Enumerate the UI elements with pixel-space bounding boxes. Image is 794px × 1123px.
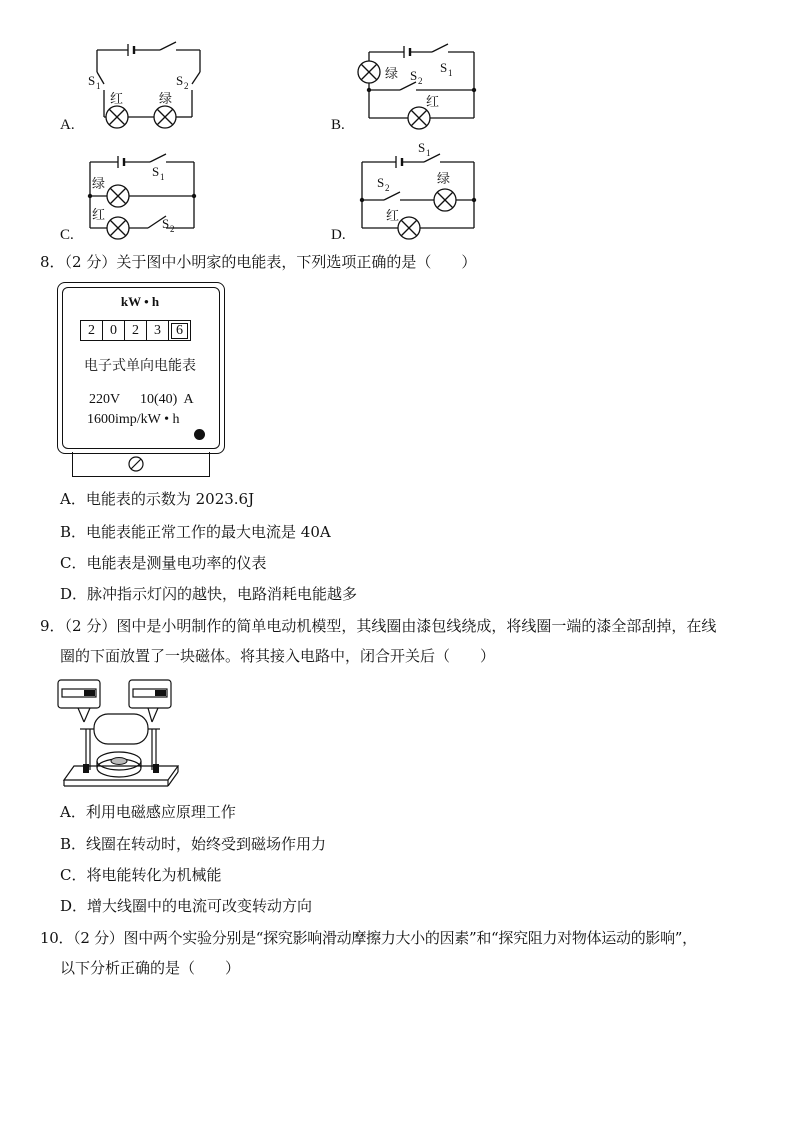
svg-text:红: 红 <box>386 209 400 224</box>
question-10-stem-line1: 10．（2 分）图中两个实验分别是“探究影响滑动摩擦力大小的因素”和“探究阻力对物体运动的影响”， <box>40 929 697 947</box>
q9-option-c[interactable]: C．将电能转化为机械能 <box>60 866 222 884</box>
lamp-green-label: 绿 <box>159 92 173 107</box>
question-10-stem-line2: 以下分析正确的是（ ） <box>60 959 241 977</box>
q8-option-d[interactable]: D．脉冲指示灯闪的越快，电路消耗电能越多 <box>60 585 358 603</box>
svg-text:S: S <box>410 68 418 83</box>
option-b-letter[interactable]: B. <box>331 117 345 133</box>
switch-s1-label: S <box>88 73 96 88</box>
q9-option-a[interactable]: A．利用电磁感应原理工作 <box>60 803 236 821</box>
q8-option-a[interactable]: A．电能表的示数为 2023.6J <box>60 490 255 508</box>
svg-text:S: S <box>152 164 160 179</box>
question-9-stem-line2: 圈的下面放置了一块磁体。将其接入电路中，闭合开关后（ ） <box>60 647 496 665</box>
meter-unit: kW • h <box>120 294 160 309</box>
svg-text:1: 1 <box>160 172 165 182</box>
meter-digit-decimal: 6 <box>171 323 188 339</box>
option-d-letter[interactable]: D. <box>331 227 346 243</box>
svg-text:S: S <box>418 140 426 155</box>
q9-option-b[interactable]: B．线圈在转动时，始终受到磁场作用力 <box>60 835 327 853</box>
svg-text:绿: 绿 <box>92 177 106 192</box>
question-9-stem-line1: 9．（2 分）图中是小明制作的简单电动机模型，其线圈由漆包线绕成，将线圈一端的漆全部刮掉，在线 <box>40 617 717 635</box>
svg-text:1: 1 <box>96 81 101 91</box>
meter-constant: 1600imp/kW • h <box>87 412 180 427</box>
meter-digit: 3 <box>147 320 169 341</box>
svg-text:1: 1 <box>448 68 453 78</box>
lamp-red-label: 红 <box>110 92 124 107</box>
svg-text:红: 红 <box>426 95 440 110</box>
meter-name: 电子式单向电能表 <box>84 358 196 374</box>
svg-text:绿: 绿 <box>385 67 399 82</box>
meter-voltage: 220V <box>89 392 121 407</box>
meter-digit: 2 <box>125 320 147 341</box>
q8-option-b[interactable]: B．电能表能正常工作的最大电流是 40A <box>60 523 331 541</box>
svg-text:1: 1 <box>426 148 431 158</box>
svg-text:2: 2 <box>385 183 390 193</box>
svg-text:2: 2 <box>170 224 175 234</box>
option-a-letter[interactable]: A. <box>60 117 75 133</box>
svg-text:2: 2 <box>184 81 189 91</box>
question-8-stem: 8．（2 分）关于图中小明家的电能表，下列选项正确的是（ ） <box>40 253 477 271</box>
switch-s2-label: S <box>176 73 184 88</box>
svg-text:S: S <box>162 216 170 231</box>
svg-text:红: 红 <box>92 208 106 223</box>
svg-text:2: 2 <box>418 76 423 86</box>
q8-option-c[interactable]: C．电能表是测量电功率的仪表 <box>60 554 267 572</box>
option-c-letter[interactable]: C. <box>60 227 74 243</box>
meter-digit: 0 <box>103 320 125 341</box>
q9-option-d[interactable]: D．增大线圈中的电流可改变转动方向 <box>60 897 313 915</box>
meter-current: 10(40) A <box>140 392 194 407</box>
svg-text:S: S <box>377 175 385 190</box>
svg-text:绿: 绿 <box>437 172 451 187</box>
svg-text:S: S <box>440 60 448 75</box>
meter-digit: 2 <box>80 320 103 341</box>
